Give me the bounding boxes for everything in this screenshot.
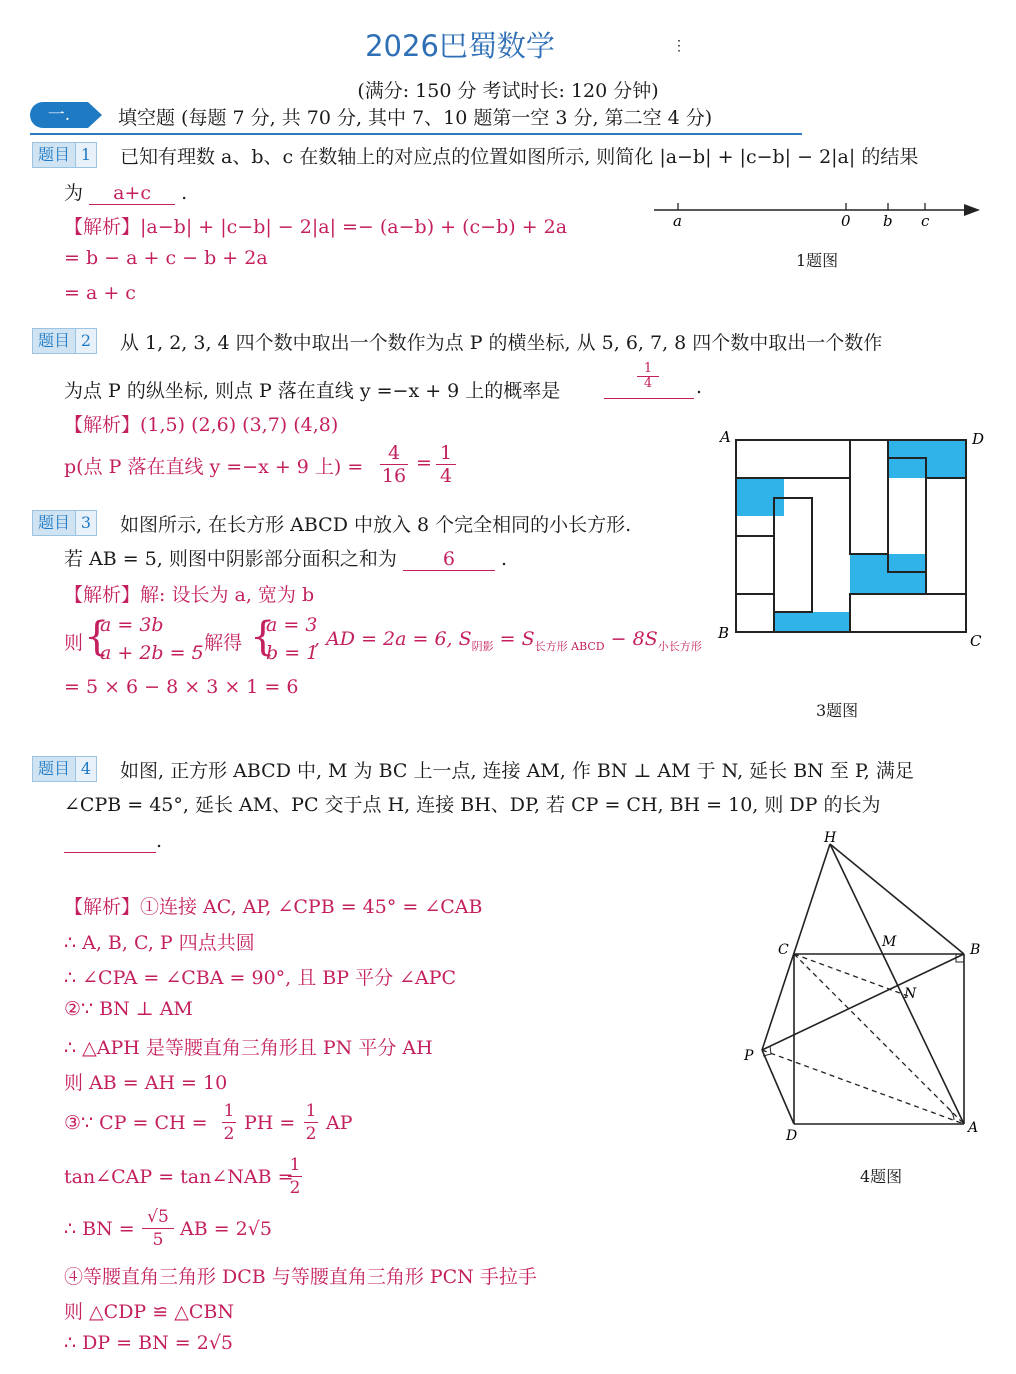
q1-sol3: = a + c <box>64 282 136 304</box>
q2-eq: = <box>416 452 432 474</box>
sub-shadow: 阴影 <box>471 639 494 653</box>
label-b: b <box>883 212 893 230</box>
label-a: a <box>673 212 682 230</box>
analysis-label: 【解析】 <box>64 414 141 436</box>
section-header <box>30 100 802 134</box>
q4-analysis-line1 <box>64 892 482 919</box>
q1-text-line1: 已知有理数 a、b、c 在数轴上的对应点的位置如图所示, 则简化 |a−b| + |c−b| − 2|a| 的结果 <box>120 146 919 168</box>
s9-denominator: 5 <box>142 1228 174 1251</box>
q3-sys2-b: b = 1 <box>266 642 319 664</box>
q2-blank-denominator: 4 <box>637 376 659 391</box>
q4-s9 <box>64 1206 364 1254</box>
q3-figure-caption: 3题图 <box>816 701 859 720</box>
brace-icon: { <box>250 614 276 660</box>
point-P: P <box>744 1048 754 1064</box>
q3-post: . <box>500 548 508 570</box>
half-numerator: 1 <box>223 1101 235 1121</box>
q3-sys2-a: a = 3 <box>266 614 318 636</box>
q3-analysis-line2 <box>64 612 704 670</box>
corner-D: D <box>972 430 985 448</box>
q3-sol-mid: , AD = 2a = 6, S <box>314 628 472 650</box>
section-tag: 一. <box>30 102 88 128</box>
corner-C: C <box>970 632 982 650</box>
analysis-label: 【解析】 <box>64 216 141 238</box>
q2-analysis-line1 <box>64 410 338 437</box>
q4-s7-mid: PH = <box>244 1112 296 1134</box>
q3-then: 则 <box>64 632 84 654</box>
analysis-label: 【解析】 <box>64 896 141 918</box>
q3-pre: 若 AB = 5, 则图中阴影部分面积之和为 <box>64 548 397 570</box>
question-number: 3 <box>76 510 97 536</box>
section-title: 填空题 (每题 7 分, 共 70 分, 其中 7、10 题第一空 3 分, 第二空 4 分) <box>118 107 713 129</box>
label-0: 0 <box>841 212 851 230</box>
segment-PB <box>762 954 964 1050</box>
frac2-numerator: 1 <box>439 442 453 464</box>
half-numerator: 1 <box>305 1101 317 1121</box>
q1-sol2: = b − a + c − b + 2a <box>64 247 268 269</box>
q2-post: . <box>696 376 703 398</box>
q3-text-line2 <box>64 544 507 571</box>
point-M: M <box>882 934 897 950</box>
q4-s12: ∴ DP = BN = 2√5 <box>64 1332 234 1354</box>
corner-A: A <box>720 428 731 446</box>
q2-sol2: p(点 P 落在直线 y =−x + 9 上) = <box>64 456 364 478</box>
brace-icon: { <box>84 614 110 660</box>
q3-analysis-line1 <box>64 580 314 607</box>
q1-pre: 为 <box>64 182 84 204</box>
q4-s2: ∴ A, B, C, P 四点共圆 <box>64 932 255 954</box>
q4-s10: ④等腰直角三角形 DCB 与等腰直角三角形 PCN 手拉手 <box>64 1266 537 1288</box>
q4-s9-pre: ∴ BN = <box>64 1218 135 1240</box>
q2-sol1: (1,5) (2,6) (3,7) (4,8) <box>140 414 339 436</box>
analysis-label: 【解析】 <box>64 584 141 606</box>
segment-PD <box>762 1050 794 1124</box>
frac2-denominator: 4 <box>436 464 456 487</box>
q3-sys1-a: a = 3b <box>100 614 164 636</box>
question-number: 2 <box>76 328 97 354</box>
segment-CA <box>794 954 964 1124</box>
half-denominator: 2 <box>289 1178 301 1198</box>
section-divider <box>30 133 802 135</box>
page-title: 2026巴蜀数学 <box>365 29 555 63</box>
right-angle-marks <box>763 954 964 1120</box>
question-label: 题目 <box>32 756 76 782</box>
question-tag-3 <box>32 510 97 536</box>
q4-s3: ∴ ∠CPA = ∠CBA = 90°, 且 BP 平分 ∠APC <box>64 967 457 989</box>
q4-s5: ∴ △APH 是等腰直角三角形且 PN 平分 AH <box>64 1037 433 1059</box>
sub-small: 小长方形 <box>657 639 702 653</box>
q3-sys1-b: a + 2b = 5 <box>100 642 204 664</box>
section-arrow-icon <box>88 102 102 128</box>
q4-s6: 则 AB = AH = 10 <box>64 1072 228 1094</box>
rectangle-figure <box>712 424 996 656</box>
frac1-numerator: 4 <box>387 442 401 464</box>
q4-s4: ②∵ BN ⊥ AM <box>64 998 193 1020</box>
q3-answer-blank: 6 <box>403 548 495 571</box>
s9-numerator: √5 <box>147 1207 169 1227</box>
q4-s9-post: AB = 2√5 <box>180 1218 272 1240</box>
q2-text-line1: 从 1, 2, 3, 4 四个数中取出一个数作为点 P 的横坐标, 从 5, 6, 7, 8 四个数中取出一个数作 <box>120 332 883 354</box>
label-c: c <box>921 212 930 230</box>
half-numerator: 1 <box>289 1155 301 1175</box>
q4-s8 <box>64 1154 364 1202</box>
q4-answer-blank <box>64 830 156 853</box>
q1-post: . <box>181 182 188 204</box>
point-A: A <box>968 1120 979 1136</box>
small-rect-1 <box>736 440 850 478</box>
q2-answer-blank <box>604 362 694 399</box>
q4-post: . <box>156 830 163 852</box>
exam-info: (满分: 150 分 考试时长: 120 分钟) <box>357 80 659 102</box>
q2-text-line2: 为点 P 的纵坐标, 则点 P 落在直线 y =−x + 9 上的概率是 <box>64 380 561 402</box>
small-rect-4 <box>850 440 888 554</box>
q3-sol3: = 5 × 6 − 8 × 3 × 1 = 6 <box>64 676 299 698</box>
shaded-region <box>774 612 850 632</box>
q4-s7-pre: ③∵ CP = CH = <box>64 1112 208 1134</box>
question-label: 题目 <box>32 328 76 354</box>
q3-sol-eq: = S <box>493 628 535 650</box>
q4-s11: 则 △CDP ≌ △CBN <box>64 1301 234 1323</box>
q1-sol1: |a−b| + |c−b| − 2|a| =− (a−b) + (c−b) + 2a <box>140 216 568 238</box>
segment-HP <box>762 844 830 1050</box>
small-rect-6 <box>850 594 966 632</box>
corner-B: B <box>718 624 730 642</box>
q3-sol-minus: − 8S <box>604 628 658 650</box>
q4-text-line1: 如图, 正方形 ABCD 中, M 为 BC 上一点, 连接 AM, 作 BN ⊥ AM 于 N, 延长 BN 至 P, 满足 <box>120 760 914 782</box>
axis-arrow-icon <box>964 204 980 216</box>
q4-text-line3 <box>64 830 162 853</box>
question-label: 题目 <box>32 142 76 168</box>
frac1-denominator: 16 <box>381 465 407 487</box>
small-rect-3 <box>736 536 774 632</box>
q4-s7-post: AP <box>326 1112 353 1134</box>
q1-analysis-line1 <box>64 212 567 239</box>
point-D: D <box>786 1128 798 1142</box>
figure-lines <box>762 844 964 1124</box>
point-C: C <box>778 942 789 958</box>
q3-area-formula <box>314 628 702 654</box>
point-N: N <box>904 986 917 1002</box>
q2-blank-numerator: 1 <box>643 361 653 376</box>
q4-figure-caption: 4题图 <box>860 1167 903 1186</box>
segment-HB <box>830 844 964 954</box>
question-label: 题目 <box>32 510 76 536</box>
q4-text-line2: ∠CPB = 45°, 延长 AM、PC 交于点 H, 连接 BH、DP, 若 CP = CH, BH = 10, 则 DP 的长为 <box>64 794 881 816</box>
small-rect-8 <box>736 594 774 632</box>
q3-solved: , 解得 <box>192 632 243 654</box>
q4-s1: ①连接 AC, AP, ∠CPB = 45° = ∠CAB <box>140 896 483 918</box>
q1-figure-caption: 1题图 <box>796 251 839 270</box>
number-line-figure <box>648 190 988 240</box>
q4-s7 <box>64 1100 484 1148</box>
geometry-figure <box>738 830 994 1142</box>
question-tag-2 <box>32 328 97 354</box>
segment-CN <box>794 954 908 996</box>
q3-sol1: 解: 设长为 a, 宽为 b <box>140 584 315 606</box>
dots-mark: ⋮ <box>672 38 686 54</box>
q1-text-line2 <box>64 178 187 205</box>
question-tag-4 <box>32 756 97 782</box>
dashed-lines <box>762 954 964 1124</box>
half-denominator: 2 <box>305 1124 317 1144</box>
question-tag-1 <box>32 142 97 168</box>
question-number: 4 <box>76 756 97 782</box>
point-H: H <box>824 830 837 846</box>
sub-rect: 长方形 ABCD <box>534 639 605 653</box>
half-denominator: 2 <box>223 1124 235 1144</box>
q4-s8-pre: tan∠CAP = tan∠NAB = <box>64 1166 294 1188</box>
question-number: 1 <box>76 142 97 168</box>
small-rect-7 <box>926 478 966 594</box>
point-B: B <box>970 942 981 958</box>
q1-answer-blank: a+c <box>89 182 175 205</box>
q3-text-line1: 如图所示, 在长方形 ABCD 中放入 8 个完全相同的小长方形. <box>120 514 632 536</box>
